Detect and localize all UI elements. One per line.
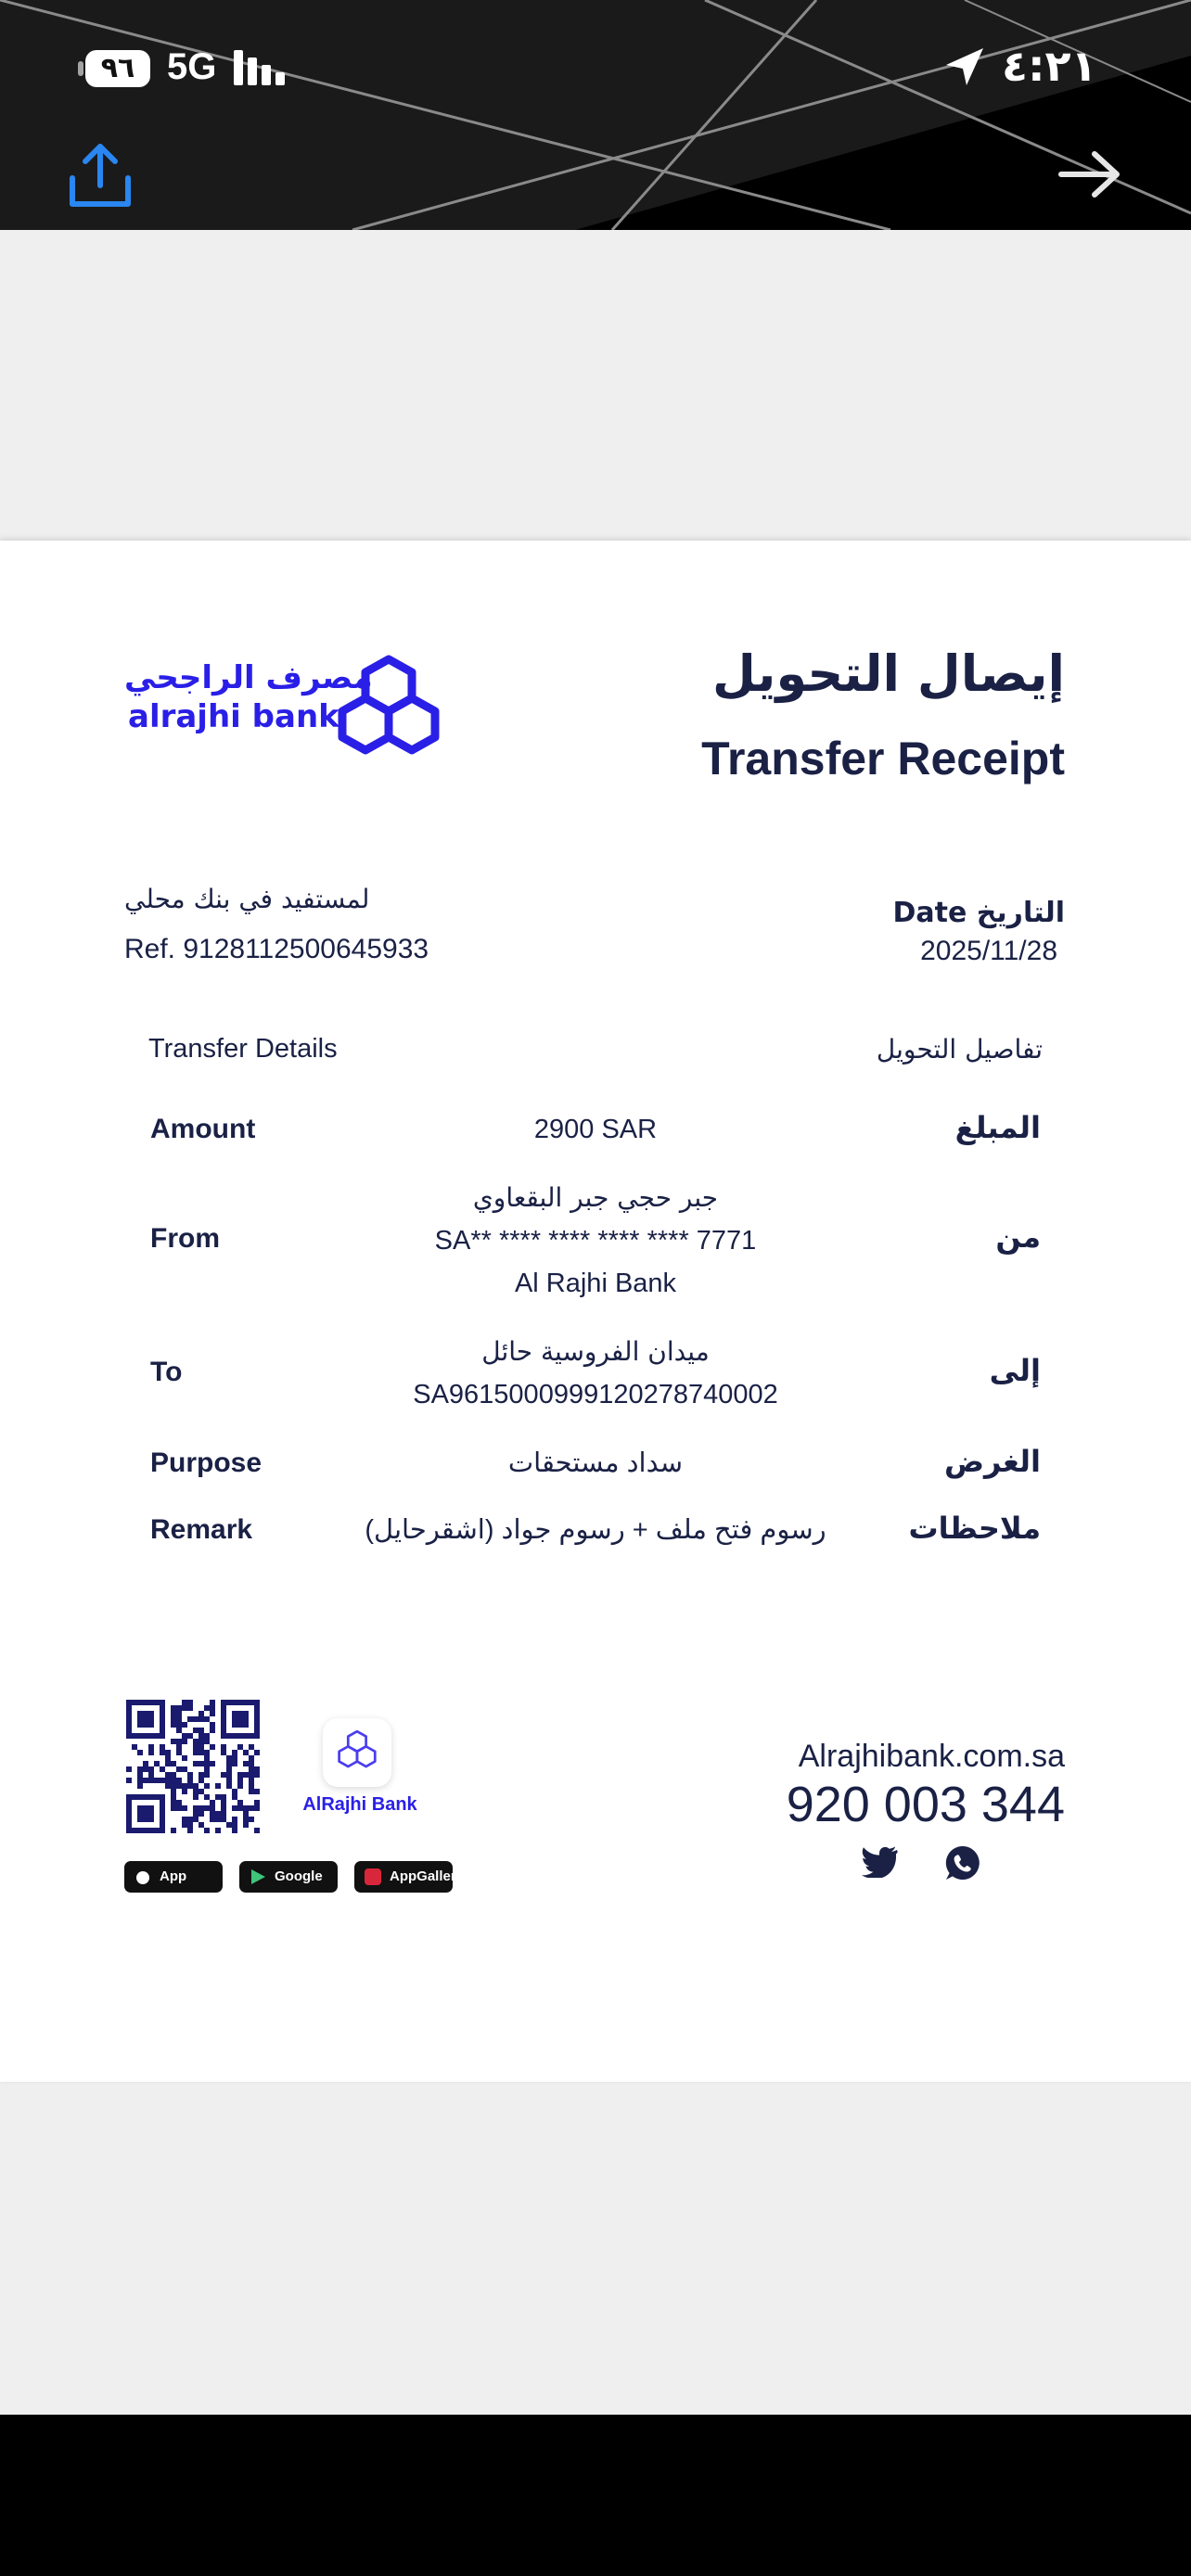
qr-module xyxy=(143,1761,148,1766)
qr-module xyxy=(176,1716,182,1722)
qr-module xyxy=(249,1805,254,1811)
qr-module xyxy=(249,1772,254,1778)
qr-module xyxy=(243,1772,249,1778)
reference-number: Ref. 9128112500645933 xyxy=(124,934,429,964)
qr-module xyxy=(176,1766,182,1772)
qr-module xyxy=(237,1744,243,1750)
arrow-right-icon[interactable] xyxy=(1057,147,1122,202)
qr-module xyxy=(204,1794,210,1800)
qr-module xyxy=(237,1800,243,1805)
qr-module xyxy=(215,1811,221,1817)
qr-module xyxy=(148,1750,154,1755)
sender-account: SA** **** **** **** **** 7771 xyxy=(434,1226,757,1256)
qr-code-icon xyxy=(126,1700,260,1833)
qr-module xyxy=(165,1772,171,1778)
from-value xyxy=(317,1177,874,1305)
qr-module xyxy=(182,1822,187,1828)
to-value xyxy=(317,1331,874,1416)
beneficiary-name: ميدان الفروسية حائل xyxy=(481,1336,710,1367)
qr-module xyxy=(226,1766,232,1772)
google-play-label: Google play xyxy=(275,1868,323,1916)
remark-label-ar: ملاحظات xyxy=(908,1511,1041,1546)
qr-module xyxy=(210,1700,215,1705)
qr-module xyxy=(204,1755,210,1761)
qr-module xyxy=(137,1772,143,1778)
qr-module xyxy=(249,1778,254,1783)
qr-module xyxy=(187,1817,193,1822)
qr-module xyxy=(226,1755,232,1761)
top-bar xyxy=(0,0,1191,230)
qr-module xyxy=(210,1728,215,1733)
qr-module xyxy=(182,1733,187,1739)
qr-module xyxy=(210,1705,215,1711)
qr-module xyxy=(232,1761,237,1766)
status-bar xyxy=(0,33,1191,100)
app-name: AlRajhi Bank xyxy=(302,1794,417,1815)
qr-module xyxy=(193,1750,198,1755)
qr-module xyxy=(187,1822,193,1828)
qr-module xyxy=(215,1828,221,1833)
qr-module xyxy=(176,1783,182,1789)
qr-module xyxy=(176,1711,182,1716)
transfer-details-heading-ar: تفاصيل التحويل xyxy=(876,1034,1043,1065)
qr-module xyxy=(171,1783,176,1789)
purpose-label-ar: الغرض xyxy=(944,1444,1041,1479)
qr-module xyxy=(237,1772,243,1778)
qr-module xyxy=(182,1700,187,1705)
huawei-icon xyxy=(364,1868,382,1886)
qr-module xyxy=(171,1805,176,1811)
to-label-en: To xyxy=(150,1357,183,1387)
qr-module xyxy=(176,1800,182,1805)
qr-module xyxy=(249,1761,254,1766)
qr-module xyxy=(182,1789,187,1794)
qr-module xyxy=(176,1750,182,1755)
qr-module xyxy=(198,1716,204,1722)
app-store-label: App Store xyxy=(160,1868,196,1916)
transfer-type-ar: لمستفيد في بنك محلي xyxy=(124,884,370,914)
sender-name: جبر حجي جبر البقعاوي xyxy=(472,1182,719,1213)
qr-module xyxy=(193,1728,198,1733)
transfer-details-heading-en: Transfer Details xyxy=(148,1034,338,1064)
qr-module xyxy=(243,1761,249,1766)
amount-value: 2900 SAR xyxy=(533,1115,658,1144)
qr-module xyxy=(254,1805,260,1811)
qr-module xyxy=(165,1778,171,1783)
qr-module xyxy=(204,1739,210,1744)
qr-module xyxy=(232,1789,237,1794)
qr-module xyxy=(193,1761,198,1766)
qr-module xyxy=(137,1750,143,1755)
purpose-label-en: Purpose xyxy=(150,1447,263,1478)
qr-module xyxy=(243,1750,249,1755)
qr-module xyxy=(193,1789,198,1794)
qr-module xyxy=(165,1750,171,1755)
qr-module xyxy=(232,1817,237,1822)
qr-module xyxy=(221,1750,226,1755)
alrajhi-logo-icon xyxy=(327,652,451,776)
remark-label-en: Remark xyxy=(150,1514,253,1545)
qr-module xyxy=(204,1805,210,1811)
qr-module xyxy=(198,1789,204,1794)
qr-module xyxy=(198,1750,204,1755)
qr-module xyxy=(243,1822,249,1828)
remark-value: رسوم فتح ملف + رسوم جواد (اشقرحايل) xyxy=(365,1515,826,1545)
qr-module xyxy=(143,1778,148,1783)
qr-module xyxy=(210,1805,215,1811)
qr-module xyxy=(165,1755,171,1761)
qr-module xyxy=(237,1783,243,1789)
qr-module xyxy=(221,1811,226,1817)
qr-module xyxy=(210,1711,215,1716)
qr-module xyxy=(215,1783,221,1789)
qr-module xyxy=(249,1817,254,1822)
network-type: 5G xyxy=(167,46,217,87)
qr-module xyxy=(215,1817,221,1822)
qr-module xyxy=(232,1828,237,1833)
qr-module xyxy=(210,1761,215,1766)
date-value: 2025/11/28 xyxy=(920,936,1057,966)
qr-module xyxy=(254,1789,260,1794)
location-arrow-icon xyxy=(942,45,987,89)
app-gallery-label: AppGallery xyxy=(390,1868,465,1884)
qr-module xyxy=(226,1778,232,1783)
qr-module xyxy=(193,1805,198,1811)
qr-module xyxy=(187,1700,193,1705)
qr-module xyxy=(221,1805,226,1811)
battery-indicator: ٩٦ xyxy=(85,50,150,87)
share-icon[interactable] xyxy=(65,141,135,211)
qr-module xyxy=(176,1744,182,1750)
qr-module xyxy=(176,1739,182,1744)
qr-module xyxy=(193,1794,198,1800)
qr-module xyxy=(204,1750,210,1755)
qr-module xyxy=(232,1711,249,1728)
qr-module xyxy=(221,1794,226,1800)
qr-module xyxy=(254,1800,260,1805)
qr-module xyxy=(249,1789,254,1794)
qr-module xyxy=(198,1761,204,1766)
qr-module xyxy=(204,1733,210,1739)
qr-module xyxy=(137,1711,154,1728)
qr-module xyxy=(232,1822,237,1828)
qr-module xyxy=(171,1761,176,1766)
beneficiary-iban: SA9615000999120278740002 xyxy=(413,1380,778,1409)
qr-module xyxy=(237,1778,243,1783)
qr-module xyxy=(187,1733,193,1739)
qr-module xyxy=(204,1766,210,1772)
qr-module xyxy=(182,1705,187,1711)
whatsapp-icon[interactable] xyxy=(944,1844,981,1881)
qr-module xyxy=(221,1772,226,1778)
qr-module xyxy=(254,1750,260,1755)
qr-module xyxy=(187,1783,193,1789)
qr-module xyxy=(160,1750,165,1755)
qr-module xyxy=(204,1772,210,1778)
to-label-ar: إلى xyxy=(989,1353,1041,1388)
receipt-title-en: Transfer Receipt xyxy=(701,733,1065,784)
google-play-icon xyxy=(249,1868,267,1886)
qr-module xyxy=(226,1761,232,1766)
qr-module xyxy=(160,1744,165,1750)
qr-module xyxy=(198,1744,204,1750)
qr-module xyxy=(221,1800,226,1805)
bank-name-ar: مصرف الراجحي xyxy=(124,659,373,696)
apple-icon xyxy=(134,1868,152,1886)
qr-module xyxy=(210,1722,215,1728)
qr-module xyxy=(176,1722,182,1728)
qr-module xyxy=(148,1772,154,1778)
qr-module xyxy=(126,1766,132,1772)
qr-module xyxy=(210,1817,215,1822)
qr-module xyxy=(171,1722,176,1728)
qr-module xyxy=(198,1772,204,1778)
qr-module xyxy=(137,1778,143,1783)
qr-module xyxy=(137,1766,143,1772)
qr-module xyxy=(187,1778,193,1783)
qr-module xyxy=(204,1716,210,1722)
qr-module xyxy=(226,1772,232,1778)
qr-module xyxy=(221,1817,226,1822)
qr-module xyxy=(171,1789,176,1794)
bank-logo xyxy=(121,652,455,782)
qr-module xyxy=(187,1705,193,1711)
qr-module xyxy=(182,1755,187,1761)
qr-module xyxy=(182,1722,187,1728)
qr-module xyxy=(148,1744,154,1750)
qr-module xyxy=(176,1728,182,1733)
qr-module xyxy=(165,1783,171,1789)
qr-module xyxy=(232,1805,237,1811)
qr-module xyxy=(232,1794,237,1800)
qr-module xyxy=(193,1811,198,1817)
qr-module xyxy=(198,1733,204,1739)
qr-module xyxy=(237,1805,243,1811)
qr-module xyxy=(193,1739,198,1744)
qr-module xyxy=(187,1772,193,1778)
bank-name-en: alrajhi bank xyxy=(128,698,339,735)
status-time: ٤:٢١ xyxy=(1002,41,1097,91)
qr-module xyxy=(171,1778,176,1783)
app-gallery-badge[interactable] xyxy=(354,1861,465,1893)
qr-module xyxy=(193,1783,198,1789)
qr-module xyxy=(249,1766,254,1772)
qr-module xyxy=(198,1778,204,1783)
qr-module xyxy=(165,1761,171,1766)
qr-module xyxy=(171,1800,176,1805)
qr-module xyxy=(193,1716,198,1722)
qr-module xyxy=(198,1805,204,1811)
signal-bars-icon xyxy=(234,48,293,89)
qr-module xyxy=(232,1755,237,1761)
from-label-ar: من xyxy=(995,1219,1041,1255)
qr-module xyxy=(198,1822,204,1828)
qr-module xyxy=(204,1761,210,1766)
receipt-title-ar: إيصال التحويل xyxy=(711,644,1065,703)
qr-module xyxy=(198,1811,204,1817)
qr-module xyxy=(176,1778,182,1783)
sender-bank: Al Rajhi Bank xyxy=(514,1269,677,1298)
qr-module xyxy=(210,1744,215,1750)
qr-module xyxy=(187,1828,193,1833)
qr-module xyxy=(176,1805,182,1811)
battery-tip xyxy=(78,61,83,76)
qr-module xyxy=(137,1805,154,1822)
qr-module xyxy=(210,1800,215,1805)
qr-module xyxy=(226,1783,232,1789)
qr-module xyxy=(171,1711,176,1716)
qr-module xyxy=(187,1716,193,1722)
qr-module xyxy=(204,1705,210,1711)
qr-module xyxy=(249,1744,254,1750)
twitter-icon[interactable] xyxy=(861,1846,898,1878)
qr-module xyxy=(182,1817,187,1822)
alrajhi-app-icon[interactable] xyxy=(323,1718,391,1787)
qr-module xyxy=(198,1739,204,1744)
qr-module xyxy=(171,1716,176,1722)
qr-module xyxy=(160,1766,165,1772)
phone-number[interactable]: 920 003 344 xyxy=(786,1777,1065,1832)
date-label: Date التاريخ xyxy=(892,897,1065,929)
qr-module xyxy=(210,1811,215,1817)
qr-module xyxy=(226,1822,232,1828)
qr-module xyxy=(249,1755,254,1761)
qr-module xyxy=(137,1783,143,1789)
google-play-badge[interactable] xyxy=(239,1861,338,1916)
qr-module xyxy=(243,1805,249,1811)
qr-module xyxy=(243,1817,249,1822)
qr-module xyxy=(182,1805,187,1811)
qr-module xyxy=(243,1811,249,1817)
qr-module xyxy=(171,1705,176,1711)
receipt-card xyxy=(0,541,1191,2082)
amount-label-ar: المبلغ xyxy=(954,1110,1041,1145)
purpose-value: سداد مستحقات xyxy=(507,1448,684,1478)
alrajhi-app-logo-icon xyxy=(323,1718,391,1787)
qr-module xyxy=(193,1744,198,1750)
qr-module xyxy=(160,1778,165,1783)
qr-module xyxy=(176,1705,182,1711)
qr-module xyxy=(171,1794,176,1800)
qr-module xyxy=(204,1783,210,1789)
from-label-en: From xyxy=(150,1223,220,1254)
qr-module xyxy=(254,1772,260,1778)
qr-module xyxy=(193,1817,198,1822)
qr-module xyxy=(182,1766,187,1772)
qr-module xyxy=(143,1766,148,1772)
qr-module xyxy=(254,1828,260,1833)
qr-module xyxy=(132,1744,137,1750)
amount-label-en: Amount xyxy=(150,1114,256,1144)
qr-module xyxy=(182,1783,187,1789)
bottom-bar xyxy=(0,2415,1191,2576)
qr-module xyxy=(215,1794,221,1800)
qr-module xyxy=(171,1828,176,1833)
qr-module xyxy=(126,1778,132,1783)
qr-module xyxy=(148,1766,154,1772)
qr-module xyxy=(249,1783,254,1789)
qr-module xyxy=(198,1728,204,1733)
qr-module xyxy=(232,1750,237,1755)
qr-module xyxy=(204,1828,210,1833)
qr-module xyxy=(182,1739,187,1744)
qr-module xyxy=(148,1778,154,1783)
qr-module xyxy=(221,1744,226,1750)
qr-module xyxy=(254,1766,260,1772)
app-store-badge[interactable] xyxy=(124,1861,223,1916)
qr-module xyxy=(154,1761,160,1766)
qr-module xyxy=(154,1778,160,1783)
qr-module xyxy=(171,1739,176,1744)
qr-module xyxy=(198,1711,204,1716)
qr-module xyxy=(171,1772,176,1778)
website-link[interactable]: Alrajhibank.com.sa xyxy=(798,1739,1065,1774)
